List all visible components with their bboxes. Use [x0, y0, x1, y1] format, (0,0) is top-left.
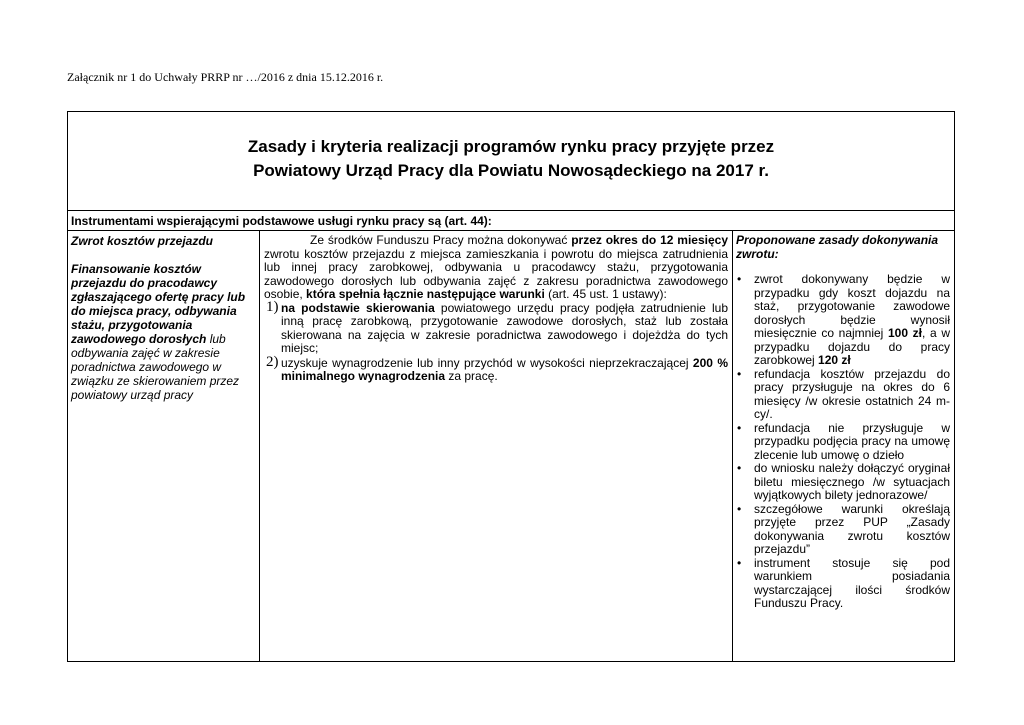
bullet-icon: • [737, 501, 742, 516]
bullet-icon: • [737, 555, 742, 570]
instrument-heading: Zwrot kosztów przejazdu [71, 234, 214, 248]
bullet-icon: • [737, 366, 742, 381]
rule-4-text: do wniosku należy dołączyć oryginał biletu miesięcznego /w sytuacjach wyjątkowych bilety jednorazowe/ [754, 461, 950, 502]
rule-1-text-b: , a w przypadku dojazdu do pracy zarobkowej [754, 326, 950, 367]
intro-text-a: Ze środków Funduszu Pracy można dokonywać [310, 233, 572, 247]
intro-conditions: która spełnia łącznie następujące warunki [306, 287, 545, 301]
document-table [67, 111, 955, 662]
rule-item-5 [736, 503, 950, 557]
proposed-rules-column [733, 231, 954, 661]
bullet-icon: • [737, 272, 742, 286]
rule-3-text: refundacja nie przysługuje w przypadku podjęcia pracy na umowę zlecenie lub umowę o dzieło [754, 420, 950, 462]
condition-1-bold: na podstawie skierowania [281, 300, 435, 315]
bullet-icon: • [737, 461, 742, 475]
conditions-intro [264, 234, 728, 302]
conditions-column [260, 231, 733, 661]
condition-item-1 [264, 298, 728, 356]
instrument-desc-rest: lub odbywania zajęć w zakresie poradnictwa zawodowego w związku ze skierowaniem przez powiatowy urząd pracy [71, 332, 240, 402]
rule-item-4 [736, 462, 950, 503]
bullet-icon: • [737, 420, 742, 435]
rule-5-text: szczegółowe warunki określają przyjęte przez PUP „Zasady dokonywania zwrotu kosztów przejazdu” [754, 501, 950, 556]
rule-item-3 [736, 422, 950, 463]
rule-item-1 [736, 273, 950, 368]
rule-1-amount-b: 120 zł [818, 353, 851, 367]
section-header: Instrumentami wspierającymi podstawowe usługi rynku pracy są (art. 44): [68, 210, 954, 231]
condition-2-bold: 200 % minimalnego wynagrodzenia [281, 355, 728, 383]
rule-1-amount-a: 100 zł [888, 326, 923, 340]
annex-reference: Załącznik nr 1 do Uchwały PRRP nr …/2016 z dnia 15.12.2016 r. [67, 70, 384, 84]
condition-number-2: 2) [266, 353, 279, 370]
condition-1-text: powiatowego urzędu pracy podjęła zatrudnienie lub inną pracę zarobkową, przygotowanie zawodowe dorosłych, staż lub została skierowana na zajęcia w zakresie poradnictwa zawodowego i dojeżdża do tych miejsc; [281, 300, 728, 355]
title-line-1: Zasady i kryteria realizacji programów rynku pracy przyjęte przez [247, 137, 775, 156]
instrument-column [68, 231, 260, 661]
condition-2-end: za pracę. [445, 369, 498, 383]
proposed-rules-heading: Proponowane zasady dokonywania zwrotu: [736, 233, 939, 261]
rule-2-text: refundacja kosztów przejazdu do pracy przysługuje na okres do 6 miesięcy /w okresie ostatnich 24 m-cy/. [754, 366, 950, 421]
instrument-description [71, 262, 256, 402]
title-line-2: Powiatowy Urząd Pracy dla Powiatu Nowosądeckiego na 2017 r. [253, 161, 769, 180]
intro-text-e: (art. 45 ust. 1 ustawy): [544, 287, 667, 301]
rule-6-text: instrument stosuje się pod warunkiem posiadania wystarczającej ilości środków Funduszu Pracy. [754, 555, 950, 610]
intro-text-c: zwrotu kosztów przejazdu z miejsca zamieszkania i powrotu do miejsca zatrudnienia lub innej pracy zarobkowej, odbywania u pracodawcy stażu, przygotowania zawodowego dorosłych lub odbywania zajęć z zakresu poradnictwa zawodowego osobie, [264, 246, 728, 301]
condition-number-1: 1) [266, 298, 279, 315]
intro-period: przez okres do 12 miesięcy [571, 233, 728, 247]
rule-item-2 [736, 368, 950, 422]
conditions-list [264, 298, 728, 384]
condition-item-2 [264, 353, 728, 384]
document-title [68, 112, 954, 210]
instrument-desc-bold: Finansowanie kosztów przejazdu do pracodawcy zgłaszającego ofertę pracy lub do miejsca pracy, odbywania stażu, przygotowania zawodowego dorosłych [71, 262, 246, 346]
condition-2-text: uzyskuje wynagrodzenie lub inny przychód w wysokości nieprzekraczającej [281, 355, 693, 370]
rule-1-text: zwrot dokonywany będzie w przypadku gdy koszt dojazdu na staż, przygotowanie zawodowe dorosłych będzie wynosił miesięcznie co najmniej [754, 272, 950, 340]
proposed-rules-list [736, 273, 950, 611]
rule-item-6 [736, 557, 950, 611]
